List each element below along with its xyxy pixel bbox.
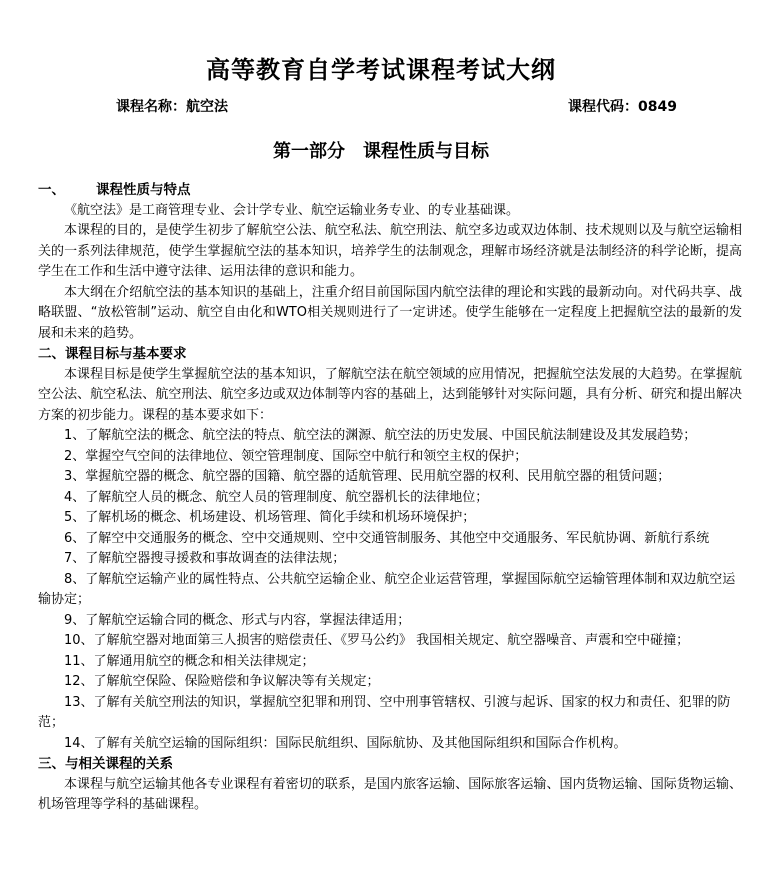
course-code: 课程代码：0849: [568, 99, 677, 115]
list-item: 13、了解有关航空刑法的知识，掌握航空犯罪和刑罚、空中刑事管辖权、引渡与起诉、国家的权力和责任、犯罪的防范；: [38, 694, 731, 730]
list-item: 1、了解航空法的概念、航空法的特点、航空法的渊源、航空法的历史发展、中国民航法制建设及其发展趋势；: [64, 428, 697, 443]
part-title: 第一部分 课程性质与目标: [273, 141, 489, 162]
list-item: 7、了解航空器搜寻援救和事故调查的法律法规；: [64, 551, 346, 566]
course-name: 课程名称：航空法: [116, 99, 228, 115]
section-heading-1: [38, 180, 742, 201]
list-item: 8、了解航空运输产业的属性特点、公共航空运输企业、航空企业运营管理，掌握国际航空运输管理体制和双边航空运输协定；: [38, 571, 736, 607]
list-item: 4、了解航空人员的概念、航空人员的管理制度、航空器机长的法律地位；: [64, 489, 489, 505]
list-item: 14、了解有关航空运输的国际组织：国际民航组织、国际航协、及其他国际组织和国际合作机构。: [64, 735, 627, 751]
paragraph: 《航空法》是工商管理专业、会计学专业、航空运输业务专业、的专业基础课。: [64, 202, 520, 218]
list-item: 9、了解航空运输合同的概念、形式与内容，掌握法律适用；: [64, 612, 411, 628]
document-title: 高等教育自学考试课程考试大纲: [206, 55, 556, 84]
paragraph: 本课程与航空运输其他各专业课程有着密切的联系，是国内旅客运输、国际旅客运输、国内货物运输、国际货物运输、机场管理等学科的基础课程。: [38, 776, 742, 812]
paragraph: 本大纲在介绍航空法的基本知识的基础上，注重介绍目前国际国内航空法律的理论和实践的最新动向。对代码共享、战略联盟、“放松管制”运动、航空自由化和WTO相关规则进行了一定讲述。使学生能够在一定程度上把握航空法的最新的发展和未来的趋势。: [38, 284, 742, 341]
list-item: 10、了解航空器对地面第三人损害的赔偿责任、《罗马公约》 我国相关规定、航空器噪音、声震和空中碰撞；: [64, 633, 690, 648]
section-heading-2: 二、课程目标与基本要求: [38, 346, 187, 362]
paragraph: 本课程的目的，是使学生初步了解航空公法、航空私法、航空刑法、航空多边或双边体制、技术规则以及与航空运输相关的一系列法律规范，使学生掌握航空法的基本知识，培养学生的法制观念，理解市场经济就是法制经济的科学论断，提高学生在工作和生活中遵守法律、运用法律的意识和能力。: [38, 223, 742, 279]
list-item: 3、掌握航空器的概念、航空器的国籍、航空器的适航管理、民用航空器的权利、民用航空器的租赁问题；: [64, 469, 671, 484]
list-item: 12、了解航空保险、保险赔偿和争议解决等有关规定；: [64, 674, 380, 689]
section-number: 一、: [38, 182, 65, 198]
list-item: 5、了解机场的概念、机场建设、机场管理、简化手续和机场环境保护；: [64, 510, 476, 525]
list-item: 11、了解通用航空的概念和相关法律规定；: [64, 653, 315, 669]
section-heading-text: 课程性质与特点: [96, 182, 191, 198]
section-heading-3: 三、与相关课程的关系: [38, 756, 173, 772]
list-item: 6、了解空中交通服务的概念、空中交通规则、空中交通管制服务、其他空中交通服务、军民航协调、新航行系统: [64, 530, 710, 546]
paragraph: 本课程目标是使学生掌握航空法的基本知识，了解航空法在航空领域的应用情况，把握航空法发展的大趋势。在掌握航空公法、航空私法、航空刑法、航空多边或双边体制等内容的基础上，达到能够针对实际问题，具有分析、研究和提出解决方案的初步能力。课程的基本要求如下：: [38, 366, 742, 423]
list-item: 2、掌握空气空间的法律地位、领空管理制度、国际空中航行和领空主权的保护；: [64, 448, 528, 464]
document-body: [38, 180, 742, 816]
